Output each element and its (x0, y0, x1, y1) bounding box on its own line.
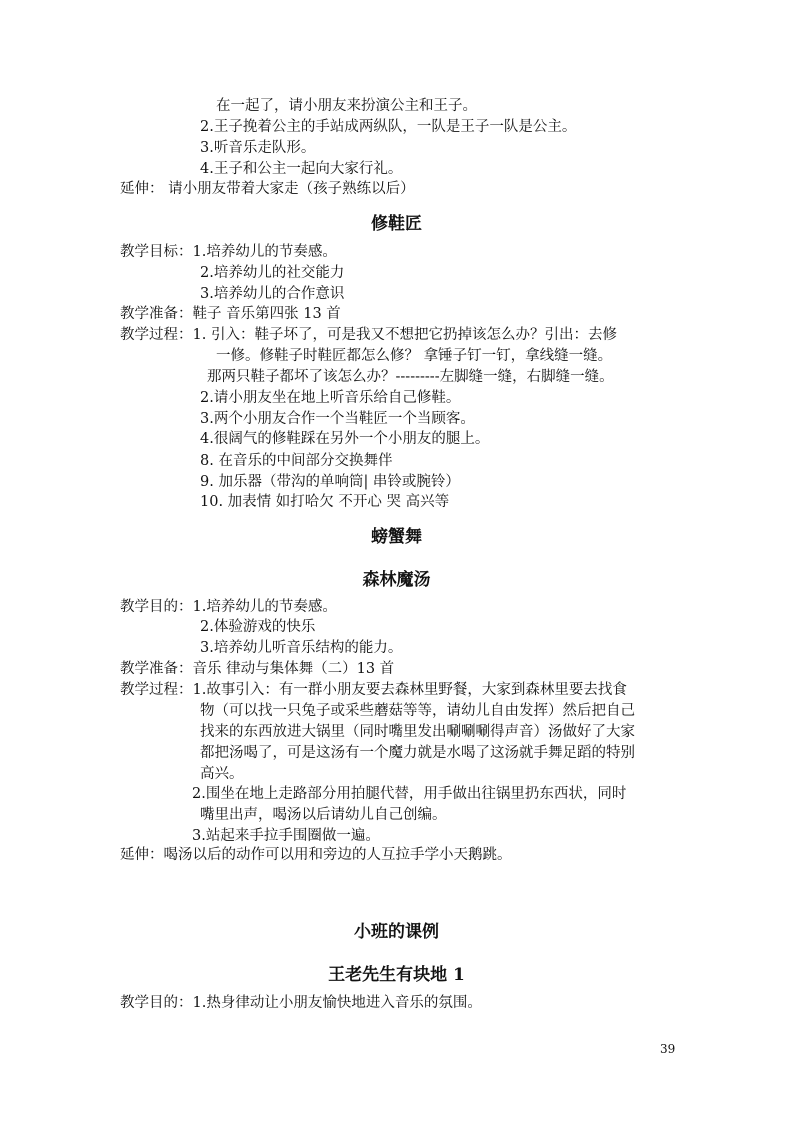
text-line: 在一起了，请小朋友来扮演公主和王子。 (216, 98, 477, 114)
goal-line: 教学目的：1.培养幼儿的节奏感。 (120, 599, 337, 615)
text-line: 找来的东西放进大锅里（同时嘴里发出唰唰唰得声音）汤做好了大家 (200, 724, 635, 740)
section-title: 森林魔汤 (362, 570, 431, 590)
goal-line: 教学目标：1.培养幼儿的节奏感。 (120, 244, 337, 260)
text-line: 2.围坐在地上走路部分用拍腿代替，用手做出往锅里扔东西状，同时 (192, 786, 627, 802)
text-line: 2.王子挽着公主的手站成两纵队，一队是王子一队是公主。 (200, 119, 577, 135)
text-line: 高兴。 (200, 766, 244, 782)
section-title: 王老先生有块地 1 (328, 965, 465, 985)
prep-line: 教学准备：鞋子 音乐第四张 13 首 (120, 306, 341, 322)
extension-line: 延伸：喝汤以后的动作可以用和旁边的人互拉手学小天鹅跳。 (120, 847, 512, 863)
page-number: 39 (660, 1042, 676, 1056)
text-line: 那两只鞋子都坏了该怎么办？---------左脚缝一缝，右脚缝一缝。 (207, 369, 614, 385)
text-line: 2.体验游戏的快乐 (200, 619, 316, 635)
text-line: 一修。修鞋子时鞋匠都怎么修？ 拿锤子钉一钉，拿线缝一缝。 (216, 348, 613, 364)
text-line: 3.听音乐走队形。 (200, 140, 316, 156)
text-line: 2.培养幼儿的社交能力 (200, 265, 345, 281)
text-line: 2.请小朋友坐在地上听音乐给自己修鞋。 (200, 390, 461, 406)
text-line: 9. 加乐器（带沟的单响筒| 串铃或腕铃） (200, 474, 460, 490)
text-line: 4.王子和公主一起向大家行礼。 (200, 161, 403, 177)
process-line: 教学过程：1.故事引入：有一群小朋友要去森林里野餐，大家到森林里要去找食 (120, 682, 627, 698)
text-line: 3.两个小朋友合作一个当鞋匠一个当顾客。 (200, 411, 475, 427)
process-line: 教学过程：1. 引入：鞋子坏了，可是我又不想把它扔掉该怎么办？引出：去修 (120, 327, 617, 343)
text-line: 3.站起来手拉手围圈做一遍。 (192, 828, 380, 844)
section-title: 螃蟹舞 (371, 527, 422, 547)
text-line: 10. 加表情 如打哈欠 不开心 哭 高兴等 (200, 494, 450, 510)
text-line: 8. 在音乐的中间部分交换舞伴 (200, 453, 393, 469)
text-line: 物（可以找一只兔子或采些蘑菇等等，请幼儿自由发挥）然后把自己 (200, 703, 635, 719)
text-line: 嘴里出声，喝汤以后请幼儿自己创编。 (200, 807, 447, 823)
text-line: 3.培养幼儿听音乐结构的能力。 (200, 640, 403, 656)
prep-line: 教学准备：音乐 律动与集体舞（二）13 首 (120, 661, 395, 677)
goal-line: 教学目的：1.热身律动让小朋友愉快地进入音乐的氛围。 (120, 995, 482, 1011)
text-line: 4.很阔气的修鞋踩在另外一个小朋友的腿上。 (200, 431, 490, 447)
text-line: 都把汤喝了，可是这汤有一个魔力就是水喝了这汤就手舞足蹈的特别 (200, 745, 635, 761)
text-line: 3.培养幼儿的合作意识 (200, 286, 345, 302)
extension-line: 延伸： 请小朋友带着大家走（孩子熟练以后） (120, 181, 415, 197)
section-title: 修鞋匠 (371, 214, 422, 234)
section-title: 小班的课例 (354, 922, 439, 942)
